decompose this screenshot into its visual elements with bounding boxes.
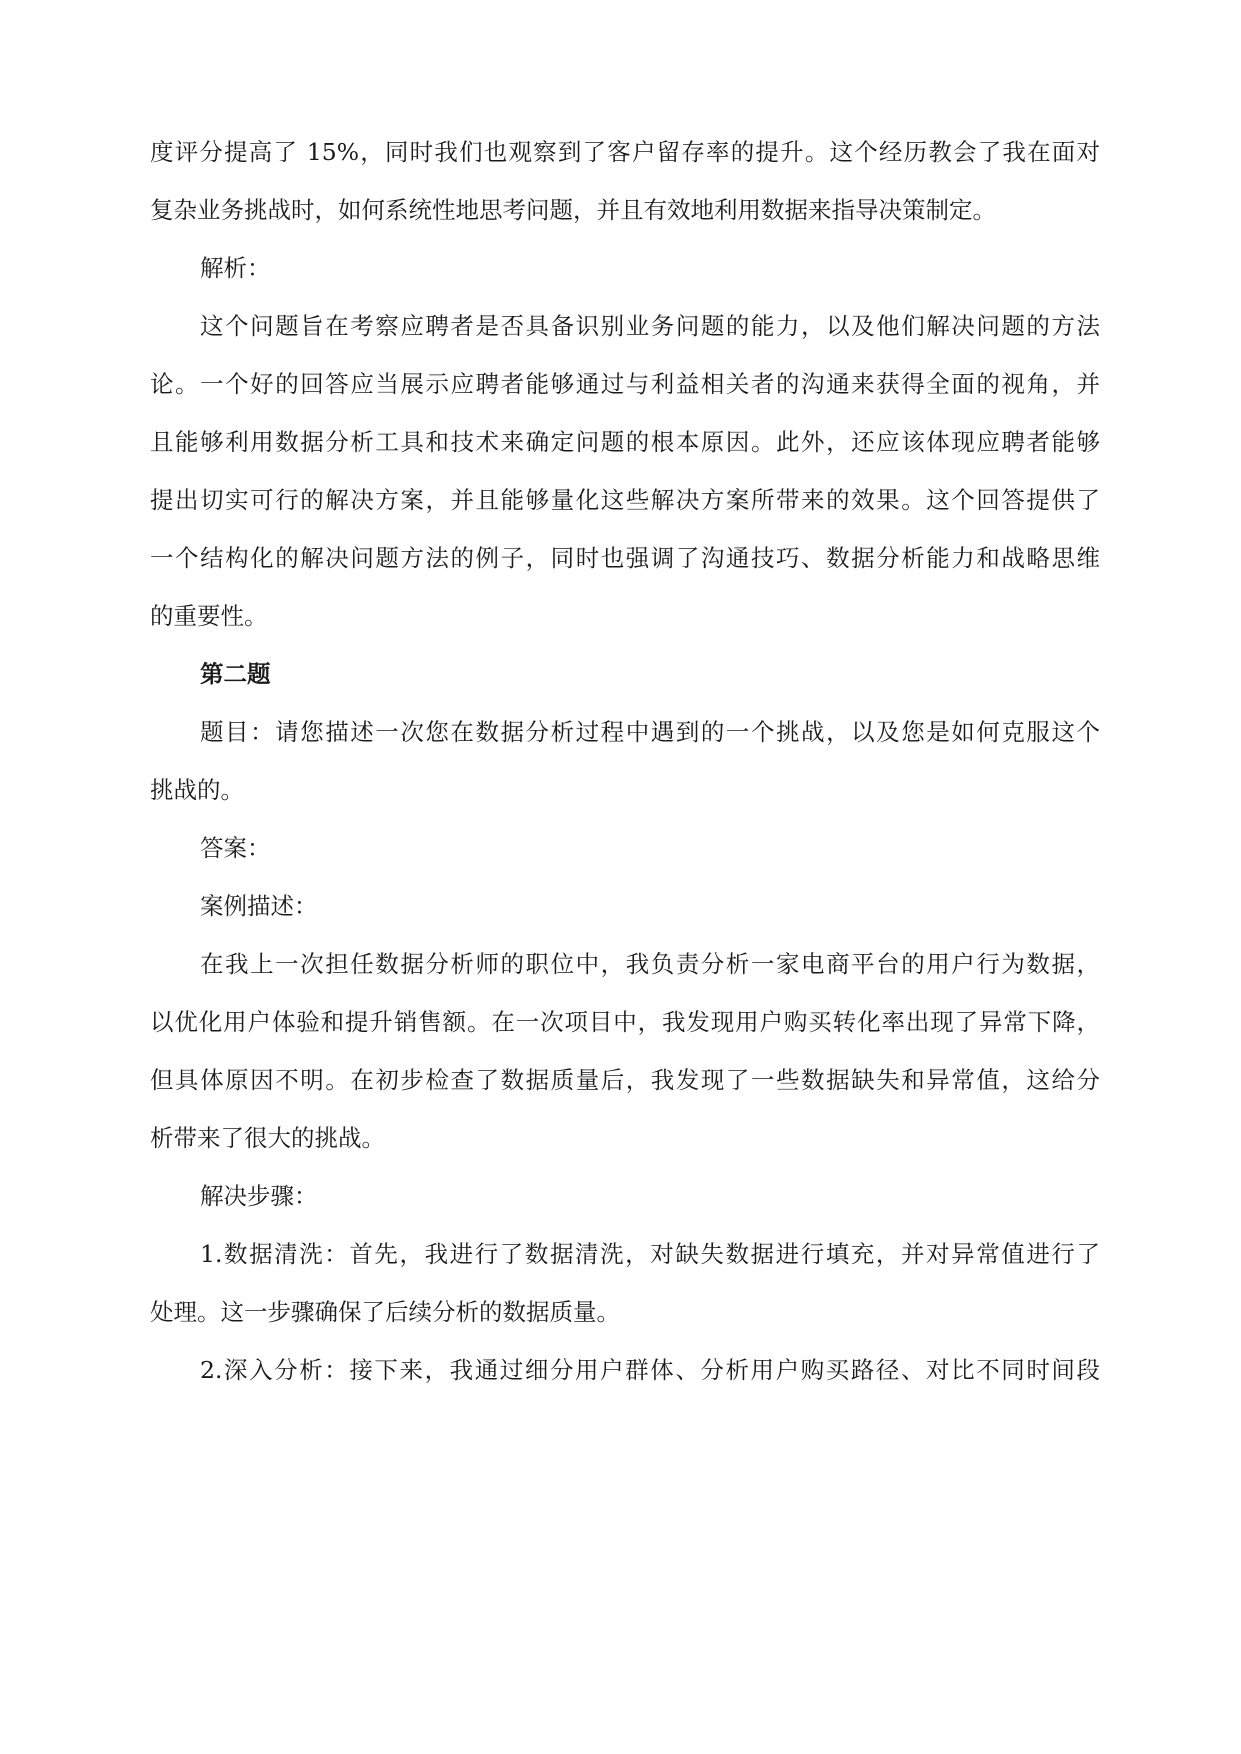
- body-text-line: 这个问题旨在考察应聘者是否具备识别业务问题的能力，以及他们解决问题的方法: [200, 312, 1100, 340]
- body-text-line: 的重要性。: [150, 602, 268, 630]
- body-text-line: 论。一个好的回答应当展示应聘者能够通过与利益相关者的沟通来获得全面的视角，并: [150, 370, 1100, 398]
- body-text-line: 复杂业务挑战时，如何系统性地思考问题，并且有效地利用数据来指导决策制定。: [150, 196, 996, 224]
- body-text-line: 析带来了很大的挑战。: [150, 1124, 385, 1152]
- body-text-line: 但具体原因不明。在初步检查了数据质量后，我发现了一些数据缺失和异常值，这给分: [150, 1066, 1100, 1094]
- body-text-line: 在我上一次担任数据分析师的职位中，我负责分析一家电商平台的用户行为数据，: [200, 950, 1100, 978]
- body-text-line: 一个结构化的解决问题方法的例子，同时也强调了沟通技巧、数据分析能力和战略思维: [150, 544, 1100, 572]
- body-text-line: 度评分提高了 15%，同时我们也观察到了客户留存率的提升。这个经历教会了我在面对: [150, 138, 1100, 166]
- section-title: 第二题: [200, 660, 271, 688]
- answer-heading: 答案：: [200, 834, 271, 862]
- question-text-line: 题目：请您描述一次您在数据分析过程中遇到的一个挑战，以及您是如何克服这个: [200, 718, 1100, 746]
- step-text-line: 2.深入分析：接下来，我通过细分用户群体、分析用户购买路径、对比不同时间段: [200, 1356, 1100, 1384]
- body-text-line: 提出切实可行的解决方案，并且能够量化这些解决方案所带来的效果。这个回答提供了: [150, 486, 1100, 514]
- question-text-line: 挑战的。: [150, 776, 244, 804]
- case-heading: 案例描述：: [200, 892, 318, 920]
- body-text-line: 且能够利用数据分析工具和技术来确定问题的根本原因。此外，还应该体现应聘者能够: [150, 428, 1100, 456]
- step-text-line: 处理。这一步骤确保了后续分析的数据质量。: [150, 1298, 620, 1326]
- body-text-line: 以优化用户体验和提升销售额。在一次项目中，我发现用户购买转化率出现了异常下降，: [150, 1008, 1100, 1036]
- analysis-heading: 解析：: [200, 254, 271, 282]
- steps-heading: 解决步骤：: [200, 1182, 318, 1210]
- step-text-line: 1.数据清洗：首先，我进行了数据清洗，对缺失数据进行填充，并对异常值进行了: [200, 1240, 1100, 1268]
